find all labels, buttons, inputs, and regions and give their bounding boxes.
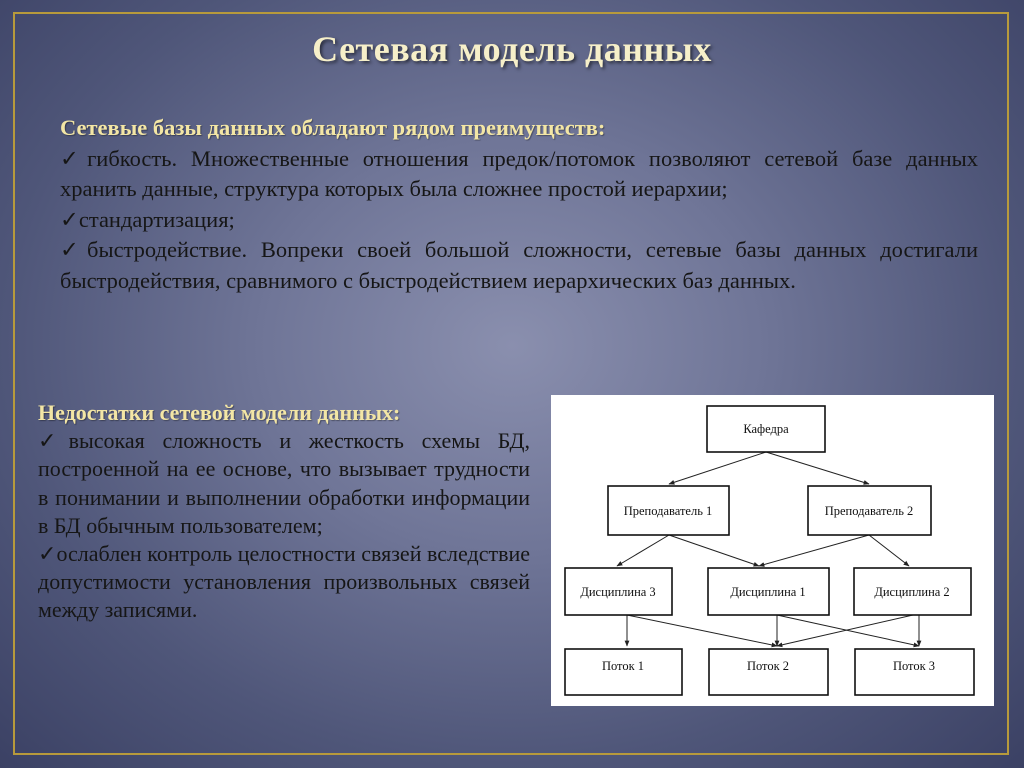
advantage-item-standardization: ✓стандартизация; (60, 206, 235, 232)
edge-teacher2-discipline1 (759, 535, 869, 566)
disadvantages-section (38, 399, 530, 625)
advantages-heading: Сетевые базы данных обладают рядом преимуществ: (60, 115, 606, 140)
node-discipline1-label: Дисциплина 1 (730, 585, 806, 599)
edge-discipline3-stream2 (627, 615, 777, 646)
node-teacher1-label: Преподаватель 1 (623, 504, 713, 518)
node-stream1-label: Поток 1 (601, 659, 645, 673)
node-stream3-label: Поток 3 (892, 659, 936, 673)
node-teacher2-label: Преподаватель 2 (824, 504, 914, 518)
advantage-item-performance: ✓быстродействие. Вопреки своей большой сложности, сетевые базы данных достигали быстродействия, сравнимого с быстродействием иерархических баз данных. (60, 237, 978, 293)
node-discipline3-label: Дисциплина 3 (580, 585, 656, 599)
edge-teacher1-discipline1 (669, 535, 759, 566)
slide-title: Сетевая модель данных (312, 29, 712, 69)
diagram-edges (617, 452, 919, 646)
node-discipline2-label: Дисциплина 2 (874, 585, 950, 599)
edge-kafedra-teacher1 (669, 452, 766, 484)
edge-teacher1-discipline3 (617, 535, 669, 566)
network-model-diagram (551, 395, 994, 706)
disadvantage-item-complexity: ✓высокая сложность и жесткость схемы БД, построенной на ее основе, что вызывает трудности в понимании и выполнении обработки информации в БД обычным пользователем; (38, 428, 530, 538)
disadvantage-item-integrity: ✓ослаблен контроль целостности связей вследствие допустимости установления произвольных связей между записями. (38, 541, 530, 623)
edge-teacher2-discipline2 (869, 535, 909, 566)
disadvantages-heading: Недостатки сетевой модели данных: (38, 400, 401, 425)
advantage-item-flexibility: ✓гибкость. Множественные отношения предок/потомок позволяют сетевой базе данных хранить данные, структура которых была сложнее простой иерархии; (60, 145, 978, 201)
node-kafedra-label: Кафедра (743, 422, 789, 436)
node-stream2-label: Поток 2 (746, 659, 790, 673)
advantages-section (60, 113, 978, 296)
edge-kafedra-teacher2 (766, 452, 869, 484)
